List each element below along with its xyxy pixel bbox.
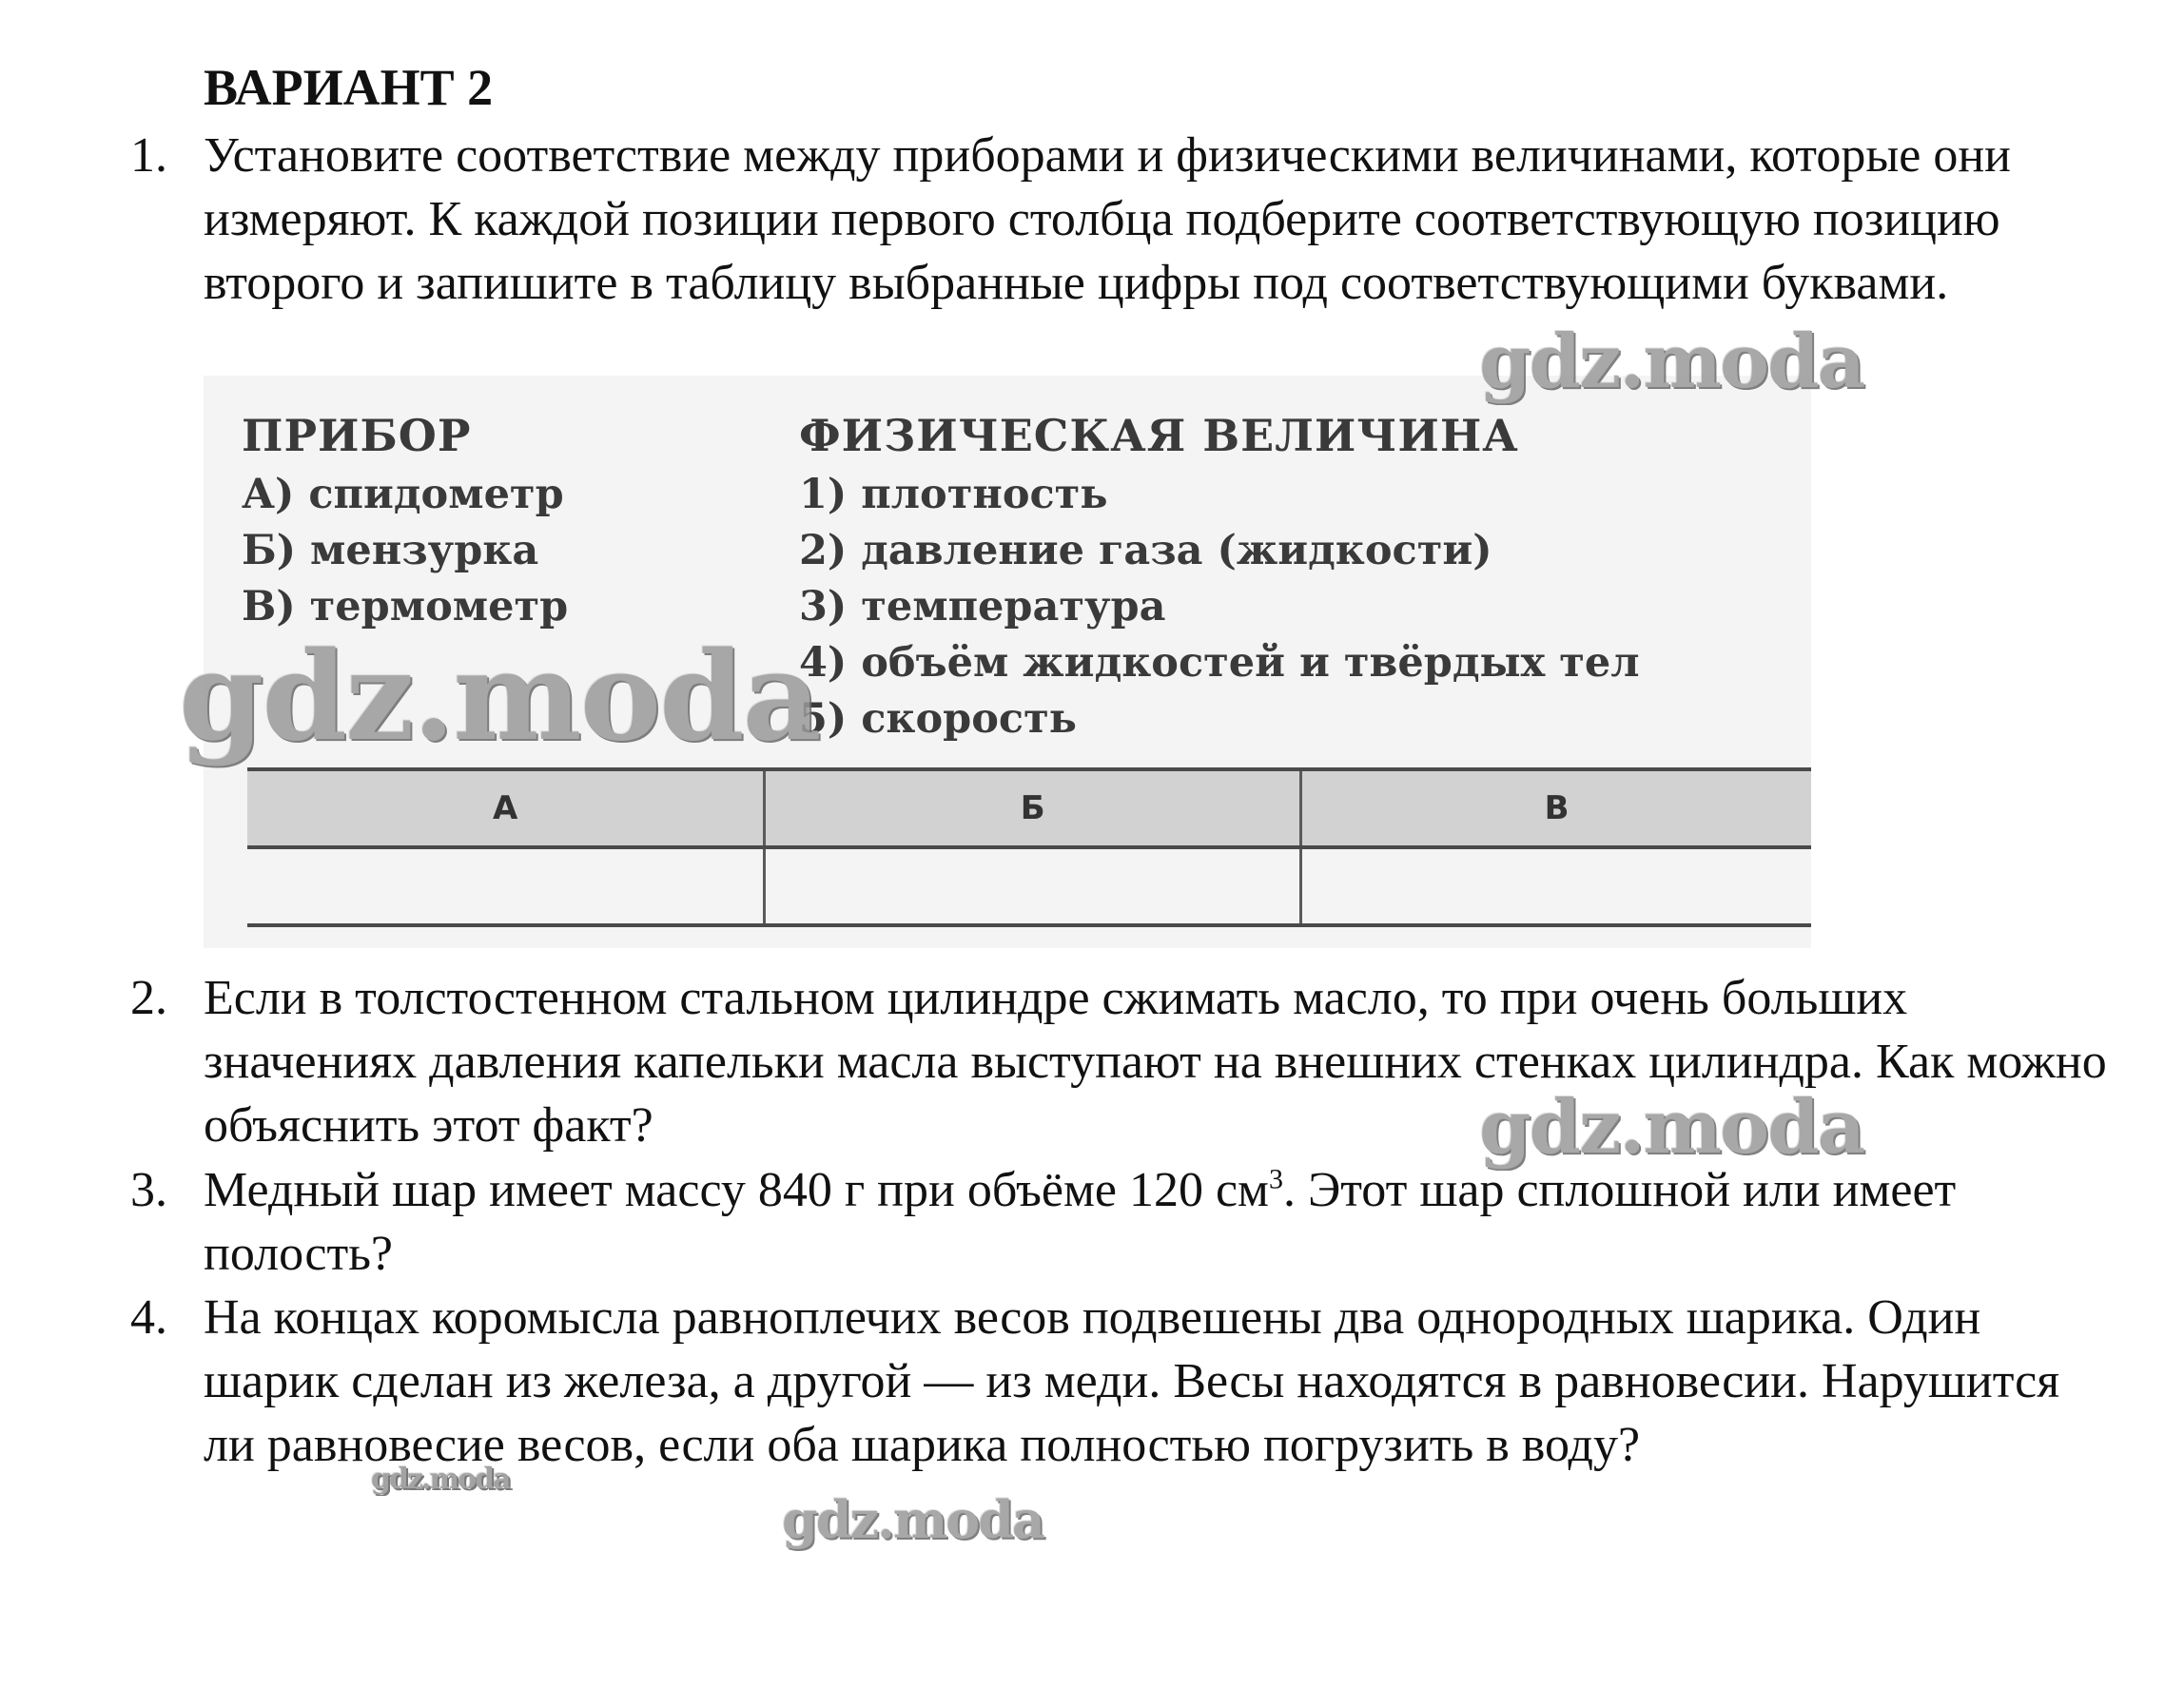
quantity-list	[799, 467, 1640, 747]
quantity-column-header: ФИЗИЧЕСКАЯ ВЕЛИЧИНА	[799, 410, 1519, 461]
answer-column-header: В	[1301, 769, 1811, 847]
task-3	[130, 1158, 2109, 1286]
instrument-column-header: ПРИБОР	[242, 410, 472, 461]
quantity-item: 1) плотность	[799, 471, 1108, 518]
watermark: gdz.moda	[371, 1463, 510, 1496]
instrument-item: В) термометр	[242, 583, 569, 630]
answer-cell[interactable]	[1301, 847, 1811, 925]
quantity-item: 4) объём жидкостей и твёрдых тел	[799, 639, 1640, 687]
watermark: gdz.moda	[782, 1489, 1043, 1550]
variant-title: ВАРИАНТ 2	[204, 59, 494, 116]
task-number: 4.	[130, 1290, 167, 1345]
quantity-item: 2) давление газа (жидкости)	[799, 527, 1492, 574]
instrument-list	[242, 467, 568, 635]
watermark: gdz.moda	[1479, 319, 1864, 405]
answer-cell[interactable]	[247, 847, 765, 925]
task-number: 1.	[130, 128, 167, 183]
task-number: 3.	[130, 1163, 167, 1217]
task-text: Если в толстостенном стальном цилиндре сжимать масло, то при очень больших значениях давления капельки масла выступают на внешних стенках цилиндра. Как можно объяснить этот факт?	[204, 971, 2107, 1153]
instrument-item: Б) мензурка	[242, 527, 539, 574]
task-1	[130, 124, 2109, 315]
task-text: Установите соответствие между приборами и физическими величинами, которые они измеряют. К каждой позиции первого столбца подберите соответствующую позицию второго и запишите в таблицу выбранные цифры под соответствующими буквами.	[204, 128, 2012, 310]
task-text	[204, 1158, 2109, 1286]
instrument-item: А) спидометр	[242, 471, 564, 518]
answer-cell[interactable]	[765, 847, 1301, 925]
task-4	[130, 1286, 2109, 1477]
watermark: gdz.moda	[179, 626, 820, 768]
task-number: 2.	[130, 971, 167, 1025]
quantity-item: 3) температура	[799, 583, 1166, 630]
exponent: 3	[1268, 1163, 1283, 1195]
answer-table	[247, 767, 1811, 927]
task-text-part: Медный шар имеет массу 840 г при объёме 120 см	[204, 1163, 1269, 1217]
quantity-item: 5) скорость	[799, 695, 1077, 743]
task-text-part: . Этот шар сплошной или имеет полость?	[204, 1163, 1957, 1281]
answer-column-header: Б	[765, 769, 1301, 847]
answer-column-header: А	[247, 769, 765, 847]
task-text: На концах коромысла равноплечих весов подвешены два однородных шарика. Один шарик сделан из железа, а другой — из меди. Весы находятся в равновесии. Нарушится ли равновесие весов, если оба шарика полностью погрузить в воду?	[204, 1290, 2060, 1472]
watermark: gdz.moda	[1479, 1084, 1864, 1171]
